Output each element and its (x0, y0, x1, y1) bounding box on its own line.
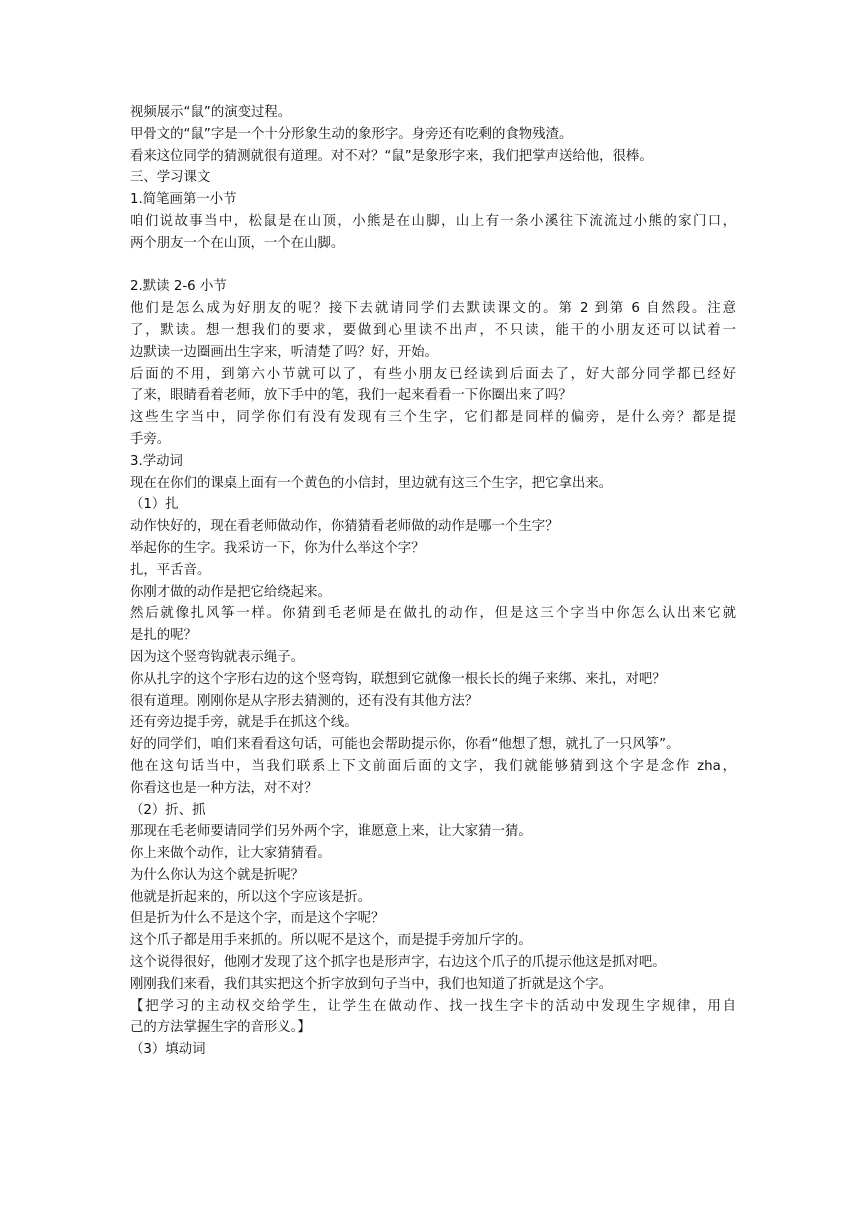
text-line: 他就是折起来的，所以这个字应该是折。 (130, 889, 372, 905)
text-line: 举起你的生字。我采访一下，你为什么举这个字？ (130, 540, 425, 556)
text-line: 这个说得很好，他刚才发现了这个抓字也是形声字，右边这个爪子的爪提示他这是抓对吧。 (130, 955, 666, 971)
text-line: 你从扎字的这个字形右边的这个竖弯钩，联想到它就像一根长长的绳子来绑、来扎，对吧？ (130, 671, 666, 687)
text-line: 手旁。 (130, 431, 171, 447)
text-line: 3.学动词 (130, 453, 183, 469)
text-line: 咱们说故事当中，松鼠是在山顶，小熊是在山脚，山上有一条小溪往下流流过小熊的家门口， (130, 213, 736, 229)
text-line: 【把学习的主动权交给学生，让学生在做动作、找一找生字卡的活动中发现生字规律，用自 (130, 998, 736, 1014)
text-line: （3）填动词 (130, 1042, 206, 1058)
blank-line (130, 255, 736, 277)
text-line: 你上来做个动作，让大家猜猜看。 (130, 846, 331, 862)
text-line: 己的方法掌握生字的音形义。】 (130, 1020, 311, 1036)
text-line: 甲骨文的“鼠”字是一个十分形象生动的象形字。身旁还有吃剩的食物残渣。 (130, 126, 573, 142)
document-body (130, 102, 736, 1061)
text-line: （2）折、抓 (130, 802, 206, 818)
text-line: 他在这句话当中，当我们联系上下文前面后面的文字，我们就能够猜到这个字是念作 zha， (130, 758, 736, 774)
text-line: 扎，平舌音。 (130, 562, 211, 578)
text-line: 1.简笔画第一小节 (130, 192, 237, 208)
text-line: 边默读一边圈画出生字来，听清楚了吗？好，开始。 (130, 344, 438, 360)
text-line: 还有旁边提手旁，就是手在抓这个线。 (130, 715, 358, 731)
text-line: 后面的不用，到第六小节就可以了，有些小朋友已经读到后面去了，好大部分同学都已经好 (130, 366, 736, 382)
text-line: 这个爪子都是用手来抓的。所以呢不是这个，而是提手旁加斤字的。 (130, 933, 532, 949)
text-line: 你刚才做的动作是把它给绕起来。 (130, 584, 331, 600)
text-line: 刚刚我们来看，我们其实把这个折字放到句子当中，我们也知道了折就是这个字。 (130, 976, 613, 992)
text-line: 为什么你认为这个就是折呢？ (130, 867, 305, 883)
text-line: 现在在你们的课桌上面有一个黄色的小信封，里边就有这三个生字，把它拿出来。 (130, 475, 613, 491)
text-line: 这些生字当中，同学你们有没有发现有三个生字，它们都是同样的偏旁，是什么旁？都是提 (130, 410, 736, 426)
text-line: 了，默读。想一想我们的要求，要做到心里读不出声，不只读，能干的小朋友还可以试着一 (130, 322, 736, 338)
text-line: 然后就像扎风筝一样。你猜到毛老师是在做扎的动作，但是这三个字当中你怎么认出来它就 (130, 606, 736, 622)
text-line: 三、学习课文 (130, 170, 211, 186)
text-line: 2.默读 2-6 小节 (130, 279, 227, 295)
text-line: 因为这个竖弯钩就表示绳子。 (130, 649, 305, 665)
text-line: 视频展示“鼠”的演变过程。 (130, 105, 292, 120)
text-line: 了来，眼睛看着老师，放下手中的笔，我们一起来看看一下你圈出来了吗？ (130, 388, 572, 404)
text-line: 看来这位同学的猜测就很有道理。对不对？“鼠”是象形字来，我们把掌声送给他，很棒。 (130, 148, 653, 164)
text-line: 但是折为什么不是这个字，而是这个字呢？ (130, 911, 385, 927)
text-line: 是扎的呢？ (130, 628, 197, 644)
text-line: 他们是怎么成为好朋友的呢？接下去就请同学们去默读课文的。第 2 到第 6 自然段。注意 (130, 301, 736, 317)
text-line: 那现在毛老师要请同学们另外两个字，谁愿意上来，让大家猜一猜。 (130, 824, 532, 840)
text-line: 两个朋友一个在山顶，一个在山脚。 (130, 235, 345, 251)
text-line: 好的同学们，咱们来看看这句话，可能也会帮助提示你，你看“他想了想，就扎了一只风筝”。 (130, 737, 680, 753)
text-line: （1）扎 (130, 497, 179, 513)
text-line: 动作快好的，现在看老师做动作，你猜猜看老师做的动作是哪一个生字？ (130, 519, 559, 535)
text-line: 你看这也是一种方法，对不对？ (130, 780, 318, 796)
text-line: 很有道理。刚刚你是从字形去猜测的，还有没有其他方法？ (130, 693, 479, 709)
